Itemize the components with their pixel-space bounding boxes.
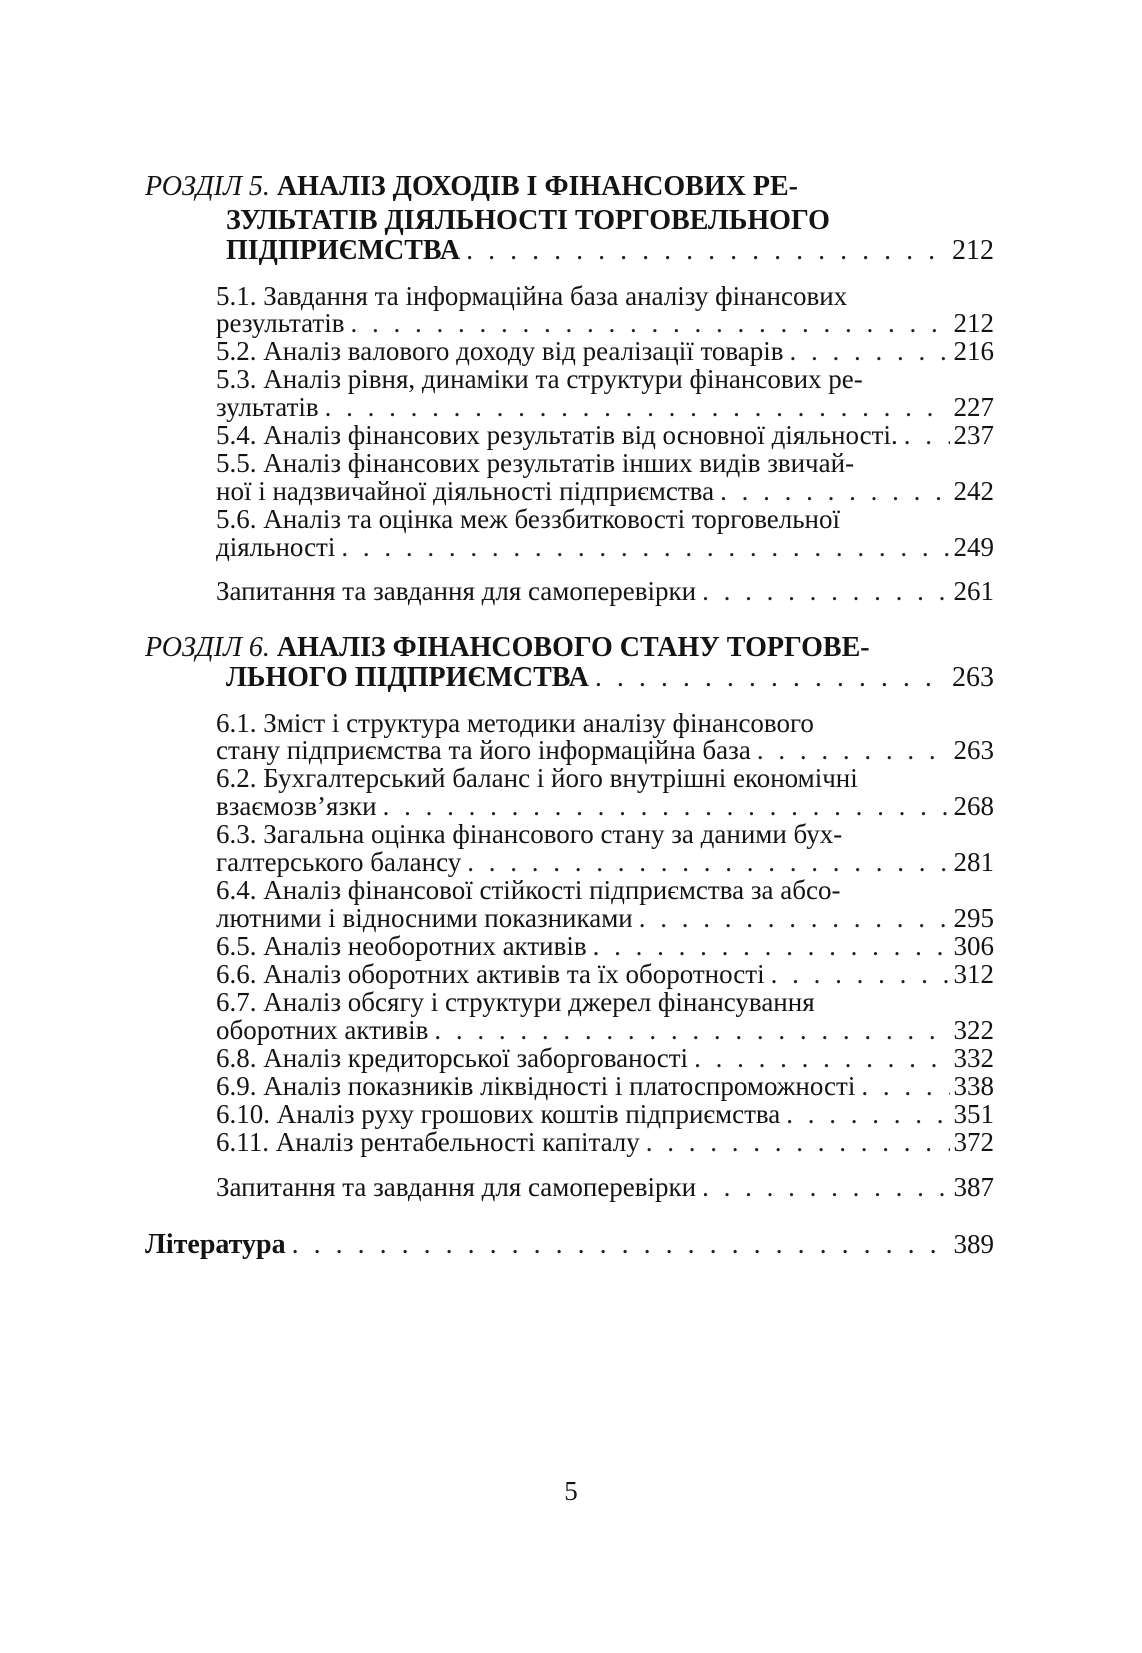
toc-entry-page: 263 (953, 735, 994, 765)
chapter-6-title-line-1 (145, 633, 870, 663)
chapter-5-title-line-2: ЗУЛЬТАТІВ ДІЯЛЬНОСТІ ТОРГОВЕЛЬНОГО (226, 205, 830, 236)
chapter-5-title-line-3 (226, 236, 994, 266)
toc-entry-text: 6.11. Аналіз рентабельності капіталу (216, 1127, 640, 1157)
toc-entry-page: 261 (953, 576, 994, 606)
toc-entry-6-3-line-1: 6.3. Загальна оцінка фінансового стану за даними бух- (216, 819, 843, 849)
toc-entry-5-1-line-1: 5.1. Завдання та інформаційна база аналізу фінансових (216, 281, 848, 311)
chapter-6-title-line-2 (226, 663, 994, 693)
toc-entry-text: 6.9. Аналіз показників ліквідності і платоспроможності (216, 1071, 856, 1101)
toc-entry-page: 281 (953, 847, 994, 877)
toc-entry-page: 372 (953, 1127, 994, 1157)
toc-entry-text: 6.6. Аналіз оборотних активів та їх оборотності (216, 959, 765, 989)
leader-dots (757, 735, 950, 765)
toc-entry-6-4 (216, 903, 994, 933)
toc-entry-page: 249 (953, 532, 994, 562)
leader-dots (702, 576, 949, 606)
toc-entry-5-2 (216, 336, 994, 366)
toc-entry-5-4 (216, 420, 994, 450)
toc-entry-5-3-line-1: 5.3. Аналіз рівня, динаміки та структури фінансових ре- (216, 364, 863, 394)
toc-entry-page: 351 (953, 1099, 994, 1129)
toc-entry-text: Запитання та завдання для самоперевірки (216, 576, 697, 606)
toc-entry-6-3 (216, 847, 994, 877)
leader-dots (595, 663, 948, 693)
toc-entry-5-5-line-1: 5.5. Аналіз фінансових результатів інших видів звичай- (216, 448, 855, 478)
leader-dots (786, 1099, 949, 1129)
toc-entry-text: 6.10. Аналіз руху грошових коштів підприємства (216, 1099, 781, 1129)
toc-entry-6-6 (216, 959, 994, 989)
toc-entry-text: 6.5. Аналіз необоротних активів (216, 931, 587, 961)
toc-entry-5-3 (216, 392, 994, 422)
leader-dots (639, 903, 950, 933)
toc-entry-text: взаємозв’язки (216, 791, 377, 821)
chapter-6-prefix: РОЗДІЛ 6. (145, 632, 270, 663)
literature-page: 389 (953, 1229, 994, 1259)
toc-entry-text: оборотних активів (216, 1015, 429, 1045)
toc-entry-page: 227 (953, 392, 994, 422)
chapter-5-title: АНАЛІЗ ДОХОДІВ І ФІНАНСОВИХ РЕ- (276, 171, 798, 202)
toc-entry-6-7 (216, 1015, 994, 1045)
chapter-6-title-end: ЛЬНОГО ПІДПРИЄМСТВА (226, 663, 589, 693)
chapter-5-page: 212 (952, 236, 994, 266)
chapter-6-title: АНАЛІЗ ФІНАНСОВОГО СТАНУ ТОРГОВЕ- (276, 632, 870, 663)
toc-entry-text: 5.2. Аналіз валового доходу від реалізації товарів (216, 336, 784, 366)
chapter-5-prefix: РОЗДІЛ 5. (145, 171, 270, 202)
toc-entry-5-6 (216, 532, 994, 562)
leader-dots (383, 791, 950, 821)
toc-entry-page: 242 (953, 476, 994, 506)
toc-entry-page: 237 (953, 420, 994, 450)
toc-entry-5-5 (216, 476, 994, 506)
toc-entry-text: результатів (216, 308, 345, 338)
leader-dots (904, 420, 950, 450)
toc-entry-questions-5 (216, 576, 994, 606)
toc-entry-page: 312 (953, 959, 994, 989)
leader-dots (646, 1127, 950, 1157)
leader-dots (771, 959, 950, 989)
chapter-5-title-line-1 (145, 172, 798, 202)
leader-dots (467, 847, 949, 877)
toc-entry-6-9 (216, 1071, 994, 1101)
toc-entry-text: зультатів (216, 392, 319, 422)
toc-entry-text: лютними і відносними показниками (216, 903, 633, 933)
toc-entry-6-1 (216, 735, 994, 765)
page-number: 5 (564, 1476, 578, 1506)
toc-entry-page: 216 (953, 336, 994, 366)
leader-dots (350, 308, 949, 338)
toc-entry-page: 212 (953, 308, 994, 338)
toc-entry-6-10 (216, 1099, 994, 1129)
leader-dots (341, 532, 949, 562)
leader-dots (466, 236, 948, 266)
toc-entry-page: 387 (953, 1172, 994, 1202)
leader-dots (720, 476, 949, 506)
toc-entry-text: діяльності (216, 532, 336, 562)
toc-entry-6-11 (216, 1127, 994, 1157)
toc-entry-6-2-line-1: 6.2. Бухгалтерський баланс і його внутрішні економічні (216, 763, 858, 793)
literature-label: Література (145, 1229, 286, 1259)
toc-entry-page: 295 (953, 903, 994, 933)
toc-entry-6-1-line-1: 6.1. Зміст і структура методики аналізу фінансового (216, 708, 814, 738)
leader-dots (702, 1172, 949, 1202)
leader-dots (790, 336, 950, 366)
toc-entry-text: ної і надзвичайної діяльності підприємства (216, 476, 715, 506)
leader-dots (292, 1230, 950, 1259)
toc-entry-page: 338 (953, 1071, 994, 1101)
toc-entry-page: 322 (953, 1015, 994, 1045)
toc-entry-5-1 (216, 308, 994, 338)
toc-entry-literature (145, 1229, 994, 1259)
toc-entry-5-6-line-1: 5.6. Аналіз та оцінка меж беззбитковості торговельної (216, 504, 841, 534)
toc-entry-text: стану підприємства та його інформаційна база (216, 735, 751, 765)
toc-entry-6-7-line-1: 6.7. Аналіз обсягу і структури джерел фінансування (216, 987, 815, 1017)
toc-entry-text: Запитання та завдання для самоперевірки (216, 1172, 697, 1202)
toc-entry-text: 5.4. Аналіз фінансових результатів від основної діяльності. (216, 420, 898, 450)
leader-dots (694, 1043, 949, 1073)
toc-entry-6-4-line-1: 6.4. Аналіз фінансової стійкості підприємства за абсо- (216, 875, 841, 905)
toc-entry-6-2 (216, 791, 994, 821)
chapter-6-page: 263 (952, 663, 994, 693)
toc-entry-page: 306 (953, 931, 994, 961)
leader-dots (325, 392, 950, 422)
toc-entry-questions-6 (216, 1172, 994, 1202)
leader-dots (434, 1015, 949, 1045)
toc-entry-text: 6.8. Аналіз кредиторської заборгованості (216, 1043, 689, 1073)
toc-entry-6-5 (216, 931, 994, 961)
toc-entry-6-8 (216, 1043, 994, 1073)
toc-entry-page: 332 (953, 1043, 994, 1073)
toc-entry-text: галтерського балансу (216, 847, 462, 877)
chapter-5-title-end: ПІДПРИЄМСТВА (226, 236, 461, 266)
toc-entry-page: 268 (953, 791, 994, 821)
leader-dots (861, 1071, 949, 1101)
leader-dots (593, 931, 950, 961)
